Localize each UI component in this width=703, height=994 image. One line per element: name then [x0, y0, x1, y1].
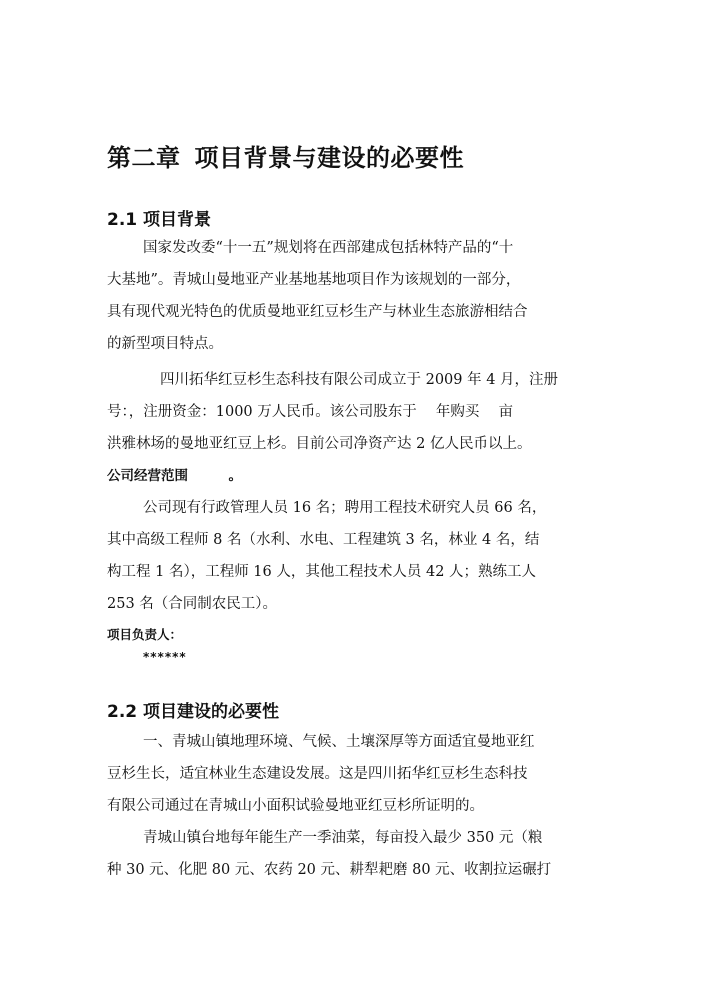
chapter-title: [107, 138, 464, 173]
paragraph-line: 有限公司通过在青城山小面积试验曼地亚红豆杉所证明的。: [107, 798, 484, 814]
chapter-number: 第二章: [107, 144, 181, 172]
section-heading-2-2: 2.2 项目建设的必要性: [107, 702, 280, 722]
paragraph-line: 四川拓华红豆杉生态科技有限公司成立于 2009 年 4 月，注册: [160, 372, 559, 388]
paragraph-line: 洪雅林场的曼地亚红豆上杉。目前公司净资产达 2 亿人民币以上。: [107, 436, 532, 452]
project-leader-value: ******: [143, 650, 187, 664]
section-heading-2-1: 2.1 项目背景: [107, 210, 212, 230]
paragraph-line: 大基地”。青城山曼地亚产业基地基地项目作为该规划的一部分，: [107, 272, 521, 288]
paragraph-line: 构工程 1 名），工程师 16 人，其他工程技术人员 42 人；熟练工人: [107, 564, 537, 580]
paragraph-line: 一、青城山镇地理环境、气候、土壤深厚等方面适宜曼地亚红: [143, 734, 535, 750]
chapter-title-text: 项目背景与建设的必要性: [194, 144, 464, 172]
paragraph-line: 公司现有行政管理人员 16 名；聘用工程技术研究人员 66 名，: [143, 500, 547, 516]
project-leader-label: 项目负责人：: [107, 627, 183, 642]
business-scope-label: 公司经营范围 。: [107, 468, 242, 484]
paragraph-line: 青城山镇台地每年能生产一季油菜，每亩投入最少 350 元（粮: [143, 830, 543, 846]
paragraph-line: 豆杉生长，适宜林业生态建设发展。这是四川拓华红豆杉生态科技: [107, 766, 528, 782]
paragraph-line: 种 30 元、化肥 80 元、农药 20 元、耕犁耙磨 80 元、收割拉运碾打: [107, 862, 552, 878]
paragraph-line: 国家发改委“十一五”规划将在西部建成包括林特产品的“十: [143, 240, 514, 256]
paragraph-line: 具有现代观光特色的优质曼地亚红豆杉生产与林业生态旅游相结合: [107, 304, 528, 320]
paragraph-line: 的新型项目特点。: [107, 336, 223, 352]
paragraph-line: 253 名（合同制农民工）。: [107, 596, 278, 612]
paragraph-line: 号：，注册资金：1000 万人民币。该公司股东于 年购买 亩: [107, 404, 513, 420]
paragraph-line: 其中高级工程师 8 名（水利、水电、工程建筑 3 名，林业 4 名，结: [107, 532, 540, 548]
